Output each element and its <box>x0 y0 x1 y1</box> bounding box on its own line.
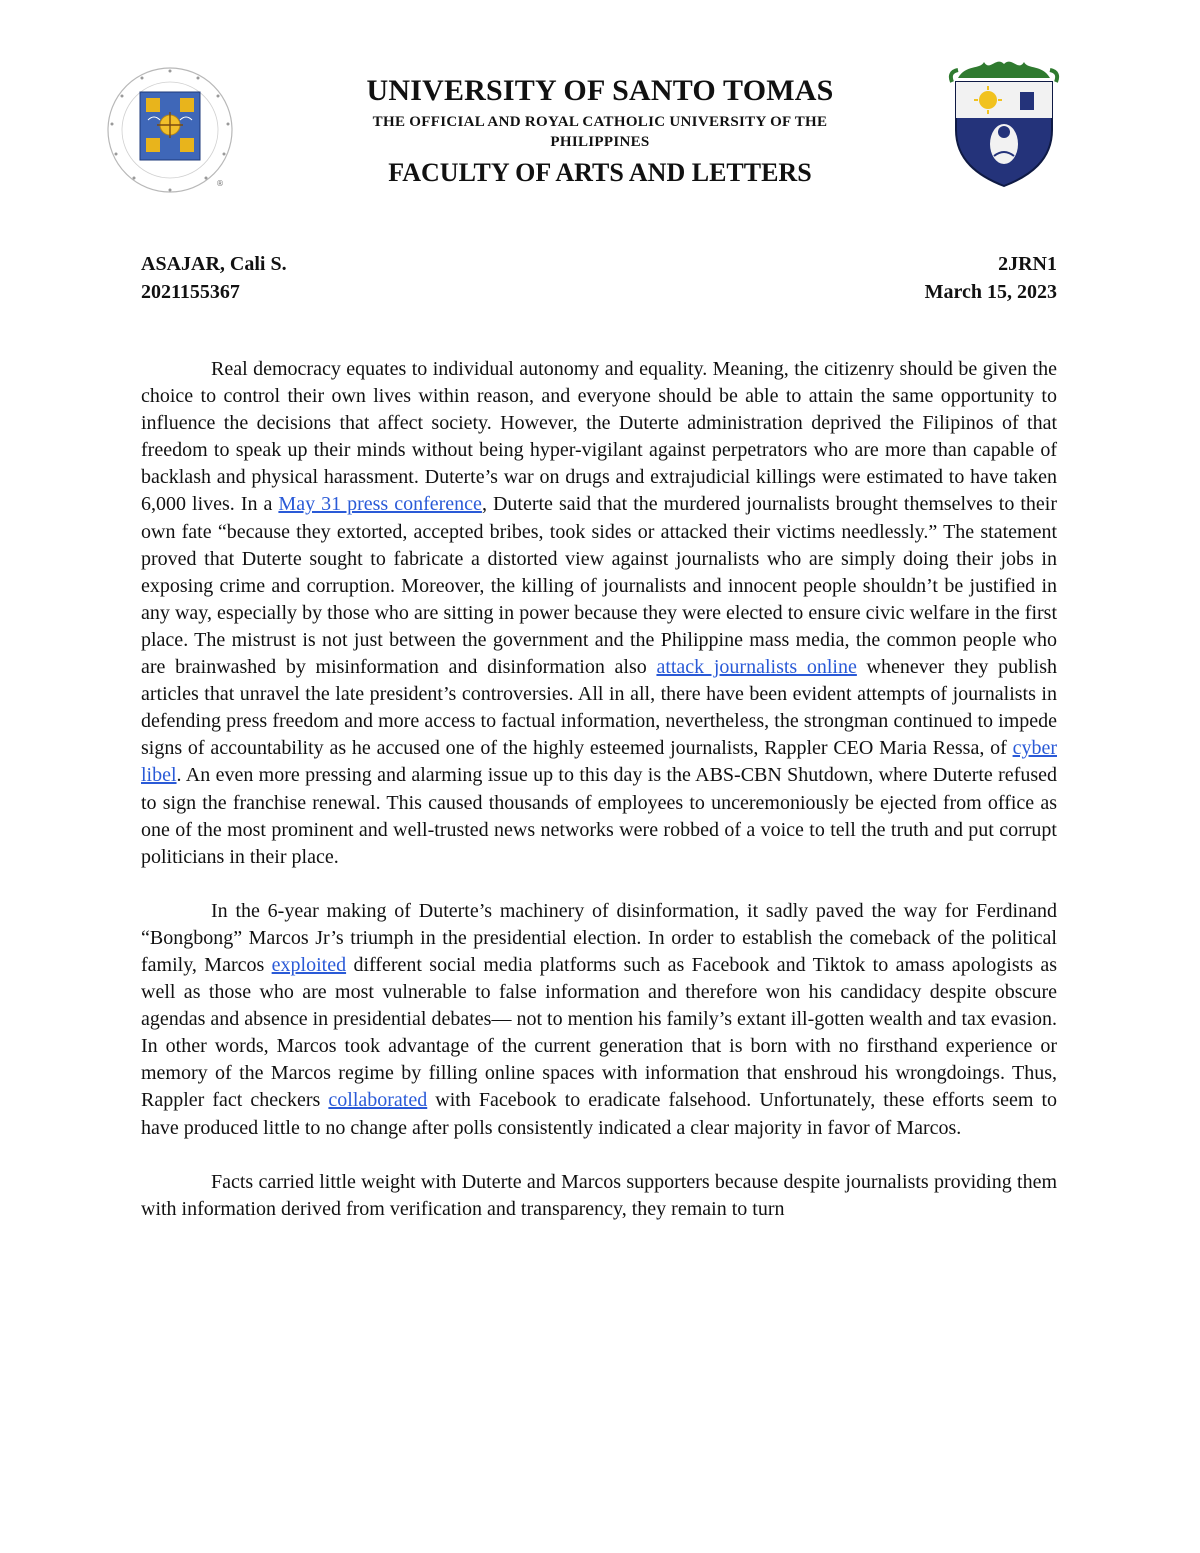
faculty-shield-icon <box>944 52 1064 192</box>
submission-date: March 15, 2023 <box>924 281 1057 303</box>
essay-body <box>141 356 1057 1250</box>
text-run: , Duterte said that the murdered journalists brought themselves to their own fate “because they extorted, accepted bribes, took sides or attacked their victims needlessly.” The statement proved that Duterte sought to fabricate a distorted view against journalists who are simply doing their jobs in exposing crime and corruption. Moreover, the killing of journalists and innocent people shouldn’t be justified in any way, especially by those who are sitting in power because they were elected to ensure civic welfare in the first place. The mistrust is not just between the government and the Philippine mass media, the common people who are brainwashed by misinformation and disinformation also <box>141 493 1058 679</box>
student-id: 2021155367 <box>141 281 240 303</box>
text-run: Real democracy equates to individual autonomy and equality. Meaning, the citizenry should be given the choice to control their own lives within reason, and everyone should be able to attain the same opportunity to influence the decisions that affect society. However, the Duterte administration deprived the Filipinos of that freedom to speak up their minds without being hyper-vigilant against perpetrators who are more than capable of backlash and physical harassment. Duterte’s war on drugs and extrajudicial killings were estimated to have taken 6,000 lives. In a <box>141 358 1057 516</box>
letterhead <box>260 74 940 188</box>
faculty-name: FACULTY OF ARTS AND LETTERS <box>388 158 812 187</box>
text-run: Facts carried little weight with Duterte and Marcos supporters because despite journalists providing them with information derived from verification and transparency, they remain to turn <box>141 1170 1057 1220</box>
student-info <box>141 250 1057 306</box>
text-run: whenever they publish articles that unravel the late president’s controversies. All in all, there have been evident attempts of journalists in defending press freedom and more access to factual information, nevertheless, the strongman continued to impede signs of accountability as he accused one of the highly esteemed journalists, Rappler CEO Maria Ressa, of <box>141 656 1057 760</box>
link-collaborated[interactable]: collaborated <box>328 1089 428 1112</box>
university-name: UNIVERSITY OF SANTO TOMAS <box>366 74 834 107</box>
text-run: with Facebook to eradicate falsehood. Unfortunately, these efforts seem to have produced little to no change after polls consistently indicated a clear majority in favor of Marcos. <box>141 1089 1057 1139</box>
ust-seal-icon <box>100 62 240 202</box>
student-name: ASAJAR, Cali S. <box>141 253 287 275</box>
link-exploited[interactable]: exploited <box>271 953 347 976</box>
text-run: In the 6-year making of Duterte’s machinery of disinformation, it sadly paved the way for Ferdinand “Bongbong” Marcos Jr’s triumph in the presidential election. In order to establish the comeback of the political family, Marcos <box>141 899 1057 976</box>
university-subtitle: THE OFFICIAL AND ROYAL CATHOLIC UNIVERSITY OF THE PHILIPPINES <box>372 114 828 150</box>
paragraph-1 <box>141 356 1057 871</box>
link-cyber-libel[interactable]: cyber libel <box>141 737 1057 787</box>
link-attack-journalists-online[interactable]: attack journalists online <box>656 656 857 679</box>
svg-text:®: ® <box>216 179 224 188</box>
text-run: different social media platforms such as Facebook and Tiktok to amass apologists as well as those who are most vulnerable to false information and therefore won his candidacy despite obscure agendas and absence in presidential debates— not to mention his family’s extant ill-gotten wealth and tax evasion. In other words, Marcos took advantage of the current generation that is born with no firsthand experience or memory of the Marcos regime by filling online spaces with information that enshroud his wrongdoings. Thus, Rappler fact checkers <box>141 953 1058 1112</box>
paragraph-3 <box>141 1169 1057 1223</box>
section-code: 2JRN1 <box>998 253 1057 275</box>
link-may-31-press-conference[interactable]: May 31 press conference <box>278 493 482 516</box>
paragraph-2 <box>141 898 1057 1142</box>
text-run: . An even more pressing and alarming issue up to this day is the ABS-CBN Shutdown, where Duterte refused to sign the franchise renewal. This caused thousands of employees to unceremoniously be ejected from office as one of the most prominent and well-trusted news networks were robbed of a voice to tell the truth and put corrupt politicians in their place. <box>141 764 1057 868</box>
